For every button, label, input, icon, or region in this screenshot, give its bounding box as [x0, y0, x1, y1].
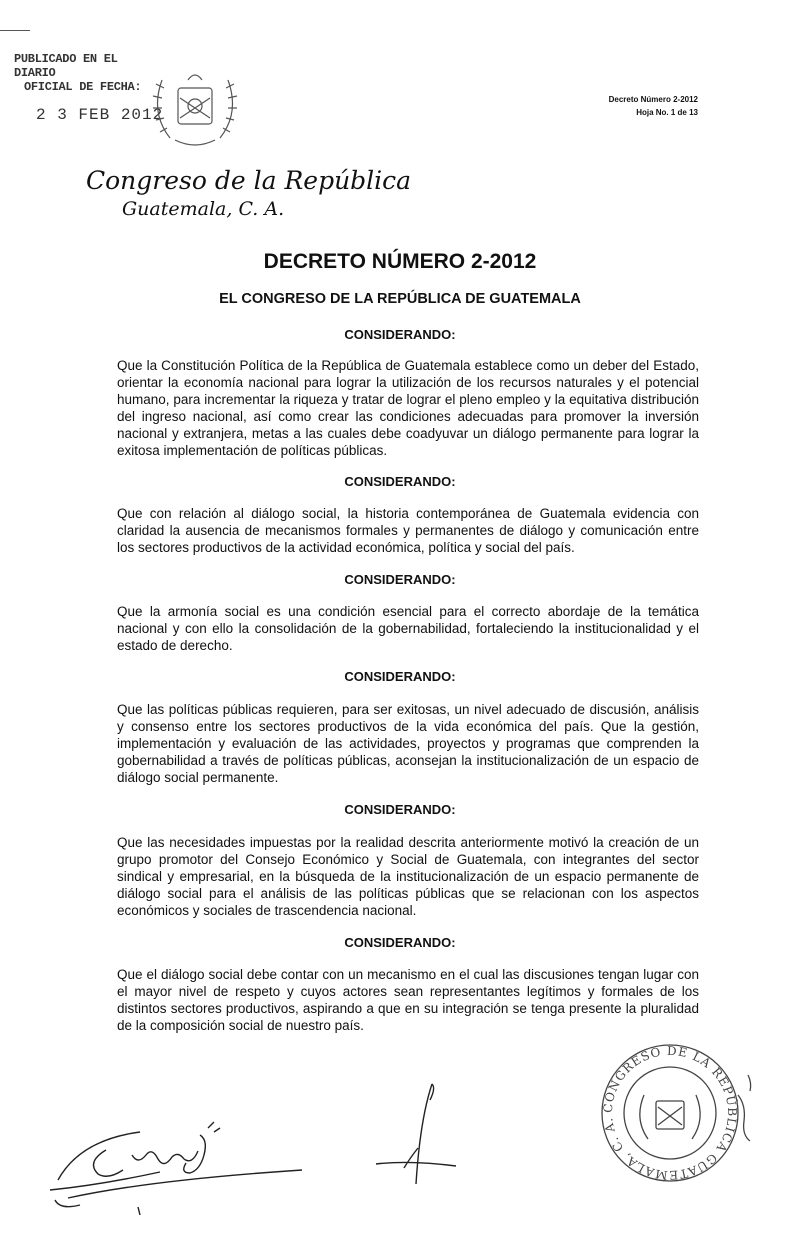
section-heading: CONSIDERANDO:	[344, 935, 456, 950]
section-paragraph: Que la armonía social es una condición esencial para el correcto abordaje de la temática nacional y con ello la consolidación de la gobernabilidad, fortaleciendo la institucionalidad y el estado de derecho.	[117, 604, 699, 653]
stamp-date: 2 3 FEB 2012	[36, 106, 164, 124]
letterhead-title: Congreso de la República	[86, 166, 412, 195]
section-paragraph: Que el diálogo social debe contar con un mecanismo en el cual las discusiones tengan lugar con el mayor nivel de respeto y cuyos actores sean representantes legítimos y formales de los distintos sectores productivos, aspirando a que en su integración se tenga presente la pluralidad de la composición social de nuestro país.	[117, 967, 699, 1033]
coat-of-arms-icon	[140, 58, 250, 158]
scan-margin-line	[0, 30, 30, 31]
section-paragraph: Que con relación al diálogo social, la historia contemporánea de Guatemala evidencia con claridad la ausencia de mecanismos formales y permanentes de diálogo y comunicación entre los sectores productivos de la actividad económica, política y social del país.	[117, 506, 699, 555]
section-heading: CONSIDERANDO:	[344, 474, 456, 489]
signature-center	[360, 1080, 470, 1190]
decree-subtitle: EL CONGRESO DE LA REPÚBLICA DE GUATEMALA	[219, 291, 581, 307]
section-heading: CONSIDERANDO:	[344, 669, 456, 684]
section-heading: CONSIDERANDO:	[344, 572, 456, 587]
stamp-line-1: PUBLICADO EN EL DIARIO	[14, 52, 118, 80]
document-reference	[609, 93, 698, 119]
section-heading: CONSIDERANDO:	[344, 802, 456, 817]
signature-left	[40, 1110, 320, 1220]
section-heading: CONSIDERANDO:	[344, 327, 456, 342]
seal-ring-text: CONGRESO DE LA REPÚBLICA GUATEMALA, C. A.	[600, 1043, 740, 1183]
decree-reference: Decreto Número 2-2012	[608, 95, 698, 104]
page-reference: Hoja No. 1 de 13	[636, 108, 698, 117]
official-seal-icon	[590, 1035, 770, 1195]
letterhead-subtitle: Guatemala, C. A.	[122, 198, 285, 220]
section-paragraph: Que las necesidades impuestas por la realidad descrita anteriormente motivó la creación de un grupo promotor del Consejo Económico y Social de Guatemala, con integrantes del sector sindical y empresarial, en la búsqueda de la institucionalización de un espacio permanente de diálogo social para el análisis de las políticas públicas que se relacionan con los aspectos económicos y sociales de trascendencia nacional.	[117, 835, 699, 918]
section-paragraph: Que la Constitución Política de la República de Guatemala establece como un deber del Estado, orientar la economía nacional para lograr la utilización de los recursos naturales y el potencial humano, para incrementar la riqueza y tratar de lograr el pleno empleo y la equitativa distribución del ingreso nacional, así como crear las condiciones adecuadas para promover la inversión nacional y extranjera, metas a las cuales debe coadyuvar un diálogo permanente para lograr la exitosa implementación de políticas públicas.	[117, 358, 699, 458]
section-paragraph: Que las políticas públicas requieren, para ser exitosas, un nivel adecuado de discusión, análisis y consenso entre los sectores productivos de la vida económica del país. Que la gestión, implementación y evaluación de las actividades, proyectos y programas que comprenden la gobernabilidad a través de políticas públicas, aconsejan la institucionalización de un espacio de diálogo social permanente.	[117, 702, 699, 785]
decree-title: DECRETO NÚMERO 2-2012	[263, 250, 537, 273]
stamp-line-2: OFICIAL DE FECHA:	[24, 80, 142, 94]
svg-text:CONGRESO DE LA REPÚBLICA GUATE	[601, 1044, 741, 1182]
